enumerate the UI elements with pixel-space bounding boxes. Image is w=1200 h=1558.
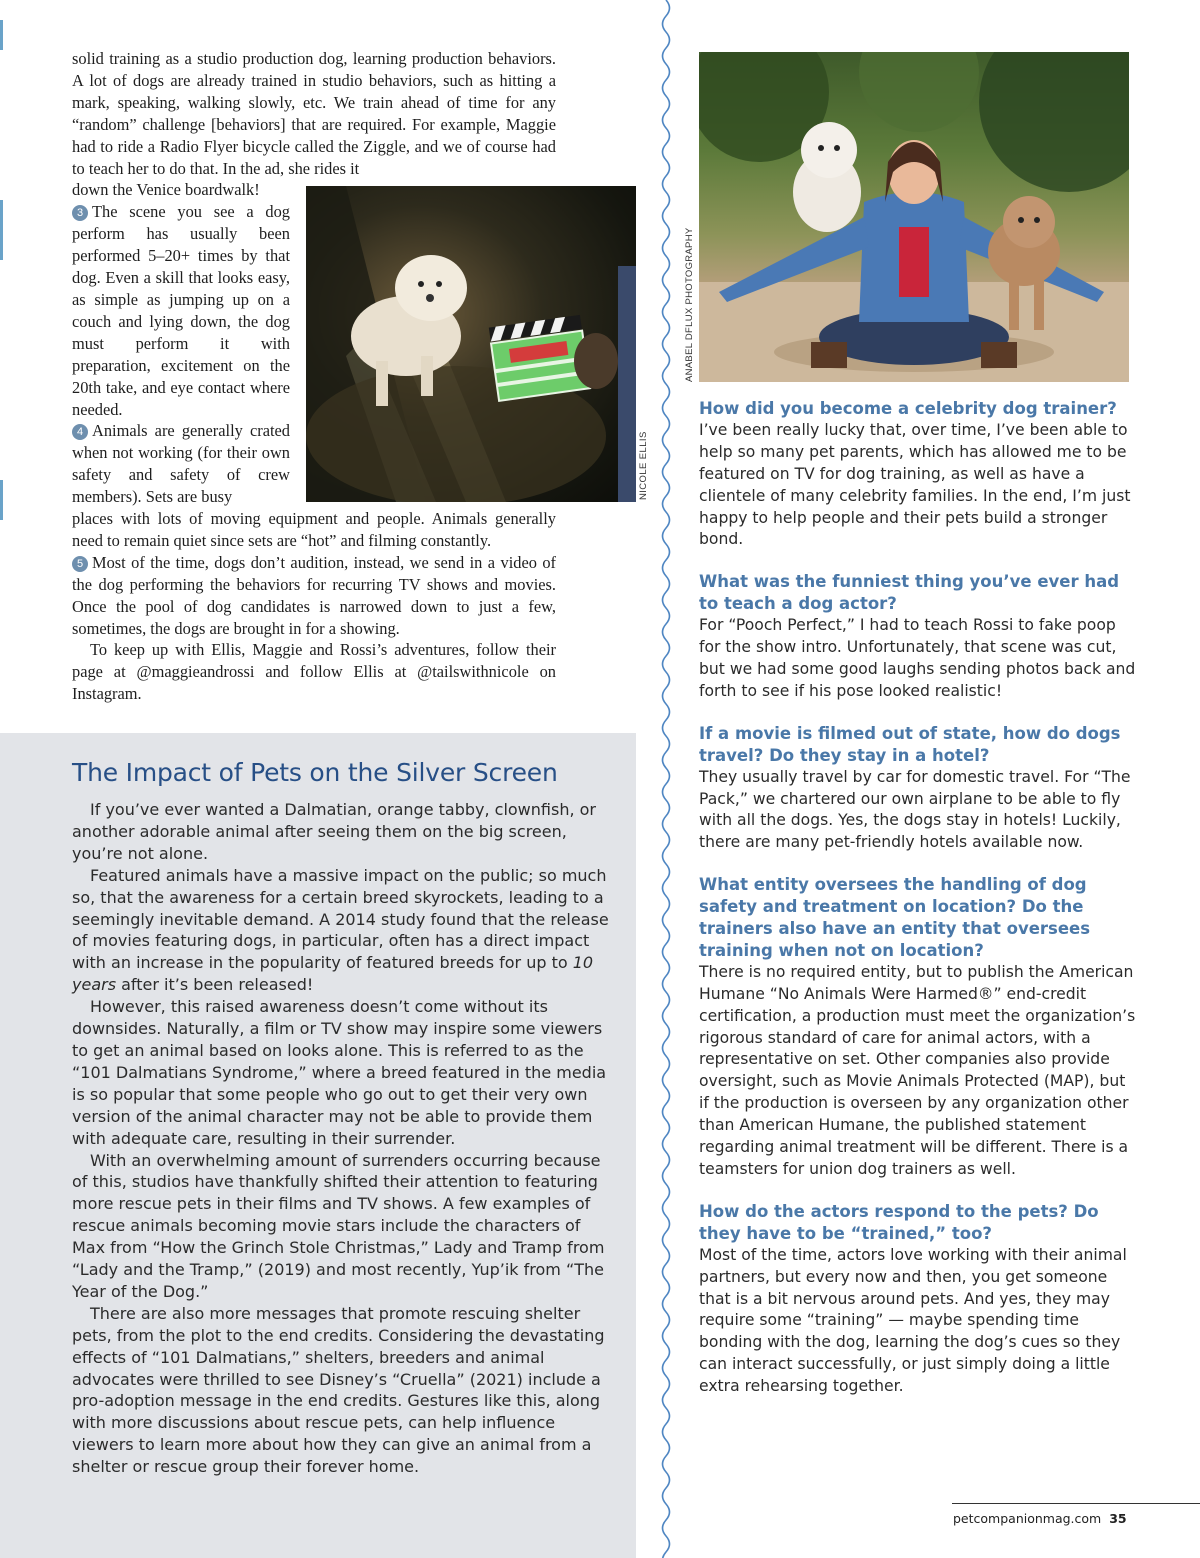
list-item-3-text: The scene you see a dog perform has usually been performed 5–20+ times by that dog. Even a skill that looks easy, as simple as jumping up on a couch and lying down, the dog must perform it with preparation, excitement on the 20th take, and eye contact where needed. [72, 202, 290, 419]
wavy-divider [656, 0, 676, 1558]
sidebar-paragraph: If you’ve ever wanted a Dalmatian, orange tabby, clownfish, or another adorable animal after seeing them on the big screen, you’re not alone. [72, 800, 596, 863]
list-item-5 [72, 552, 556, 640]
closing-paragraph: To keep up with Ellis, Maggie and Rossi’s adventures, follow their page at @maggieandrossi and follow Ellis at @tailswithnicole on Instagram. [72, 640, 556, 704]
qa-answer: I’ve been really lucky that, over time, I’ve been able to help so many pet parents, which has allowed me to be featured on TV for dog training, as well as have a clientele of many celebrity families. In the end, I’m just happy to help people and their pets build a stronger bond. [699, 420, 1131, 549]
footer-rule [952, 1503, 1200, 1504]
qa-question: How did you become a celebrity dog trainer? [699, 399, 1117, 418]
number-badge: 4 [72, 424, 88, 440]
qa-answer: They usually travel by car for domestic travel. For “The Pack,” we chartered our own airplane to be able to fly with all the dogs. Yes, the dogs stay in hotels! Luckily, there are many pet-friendly hotels available now. [699, 767, 1131, 852]
sidebar-body [72, 799, 617, 1478]
sidebar-paragraph: With an overwhelming amount of surrenders occurring because of this, studios have thankfully shifted their attention to featuring more rescue pets in their films and TV shows. A few examples of rescue animals becoming movie stars include the characters of Max from “How the Grinch Stole Christmas,” Lady and Tramp from “Lady and the Tramp,” (2019) and most recently, Yup’ik from “The Year of the Dog.” [72, 1150, 605, 1301]
qa-answer: Most of the time, actors love working with their animal partners, but every now and then, you get someone that is a bit nervous around pets. And yes, they may require some “training” — maybe spending time bonding with the dog, learning the dog’s cues so they can interact successfully, or just simply doing a little extra rehearsing together. [699, 1245, 1127, 1396]
photo-dog-with-clapboard-illustration [306, 186, 636, 502]
sidebar-paragraph: There are also more messages that promote rescuing shelter pets, from the plot to the end credits. Considering the devastating effects of “101 Dalmatians,” shelters, breeders and animal advocates were thrilled to see Disney’s “Cruella” (2021) include a pro-adoption message in the end credits. Gestures like this, along with more discussions about rescue pets, can help influence viewers to learn more about how they can give an animal from a shelter or rescue group their forever home. [72, 1303, 605, 1477]
photo-trainer-with-dogs [699, 52, 1129, 382]
sidebar-emphasis: 10 years [72, 953, 594, 995]
photo-credit-nicole: NICOLE ELLIS [638, 431, 649, 500]
qa-item [699, 398, 1139, 551]
qa-item [699, 1201, 1139, 1398]
qa-column [699, 398, 1139, 1398]
sidebar-paragraph: However, this raised awareness doesn’t come without its downsides. Naturally, a film or TV show may inspire some viewers to get an animal based on looks alone. This is referred to as the “101 Dalmatians Syndrome,” where a breed featured in the media is so popular that some people who go out to get their very own version of the animal character may not be able to provide them with adequate care, resulting in their surrender. [72, 997, 607, 1148]
qa-answer: For “Pooch Perfect,” I had to teach Rossi to fake poop for the show intro. Unfortunately, that scene was cut, but we had some good laughs sending photos back and forth to see if his pose looked realistic! [699, 616, 1136, 700]
list-item-4-text: Animals are generally crated when not working (for their own safety and safety of crew members). Sets are busy [72, 421, 290, 507]
qa-item [699, 874, 1139, 1181]
list-item-4-continued: places with lots of moving equipment and people. Animals generally need to remain quiet since sets are “hot” and filming constantly. [72, 509, 556, 550]
qa-item [699, 723, 1139, 854]
photo-credit-anabel: ANABEL DFLUX PHOTOGRAPHY [684, 227, 695, 382]
qa-question: What was the funniest thing you’ve ever had to teach a dog actor? [699, 572, 1120, 614]
qa-question: How do the actors respond to the pets? Do they have to be “trained,” too? [699, 1201, 1099, 1243]
number-badge: 3 [72, 205, 88, 221]
intro-paragraph: solid training as a studio production dog, learning production behaviors. A lot of dogs are already trained in studio behaviors, such as hitting a mark, speaking, walking slowly, etc. We train ahead of time for any “random” challenge [behaviors] that are required. For example, Maggie had to ride a Radio Flyer bicycle called the Ziggle, and we of course had to teach her to do that. In the ad, she rides it [72, 49, 556, 178]
qa-item [699, 571, 1139, 702]
list-item-4 [72, 420, 290, 508]
photo-dog-with-clapboard [306, 186, 636, 502]
number-badge: 5 [72, 556, 88, 572]
page-footer [953, 1511, 1127, 1526]
list-item-5-text: Most of the time, dogs don’t audition, instead, we send in a video of the dog performing the behaviors for recurring TV shows and movies. Once the pool of dog candidates is narrowed down to just a few, sometimes, the dogs are brought in for a showing. [72, 552, 556, 638]
sidebar-text: after it’s been released! [116, 975, 314, 995]
edge-mark [0, 20, 3, 50]
sidebar-paragraph [72, 865, 617, 996]
edge-mark [0, 480, 3, 520]
qa-question: What entity oversees the handling of dog safety and treatment on location? Do the trainers also have an entity that oversees training when not on location? [699, 875, 1091, 960]
qa-question: If a movie is filmed out of state, how do dogs travel? Do they stay in a hotel? [699, 723, 1121, 765]
sidebar-text: Featured animals have a massive impact on the public; so much so, that the awareness for a certain breed skyrockets, leading to a seemingly inevitable demand. A 2014 study found that the release of movies featuring dogs, in particular, often has a direct impact with an increase in the popularity of featured breeds for up to [72, 865, 609, 973]
intro-paragraph-end: down the Venice boardwalk! [72, 180, 260, 200]
qa-answer: There is no required entity, but to publish the American Humane “No Animals Were Harmed®” end-credit certification, a production must meet the organization’s rigorous standard of care for animal actors, with a representative on set. Other companies also provide oversight, such as Movie Animals Protected (MAP), but if the production is overseen by any organization other than American Humane, the published statement regarding animal treatment will be different. There is a teamsters for union dog trainers as well. [699, 962, 1136, 1178]
footer-site: petcompanionmag.com [953, 1511, 1102, 1526]
sidebar-title: The Impact of Pets on the Silver Screen [72, 758, 558, 787]
edge-mark [0, 200, 3, 260]
list-item-3 [72, 201, 290, 420]
page-number: 35 [1109, 1511, 1127, 1526]
photo-trainer-with-dogs-illustration [699, 52, 1129, 382]
